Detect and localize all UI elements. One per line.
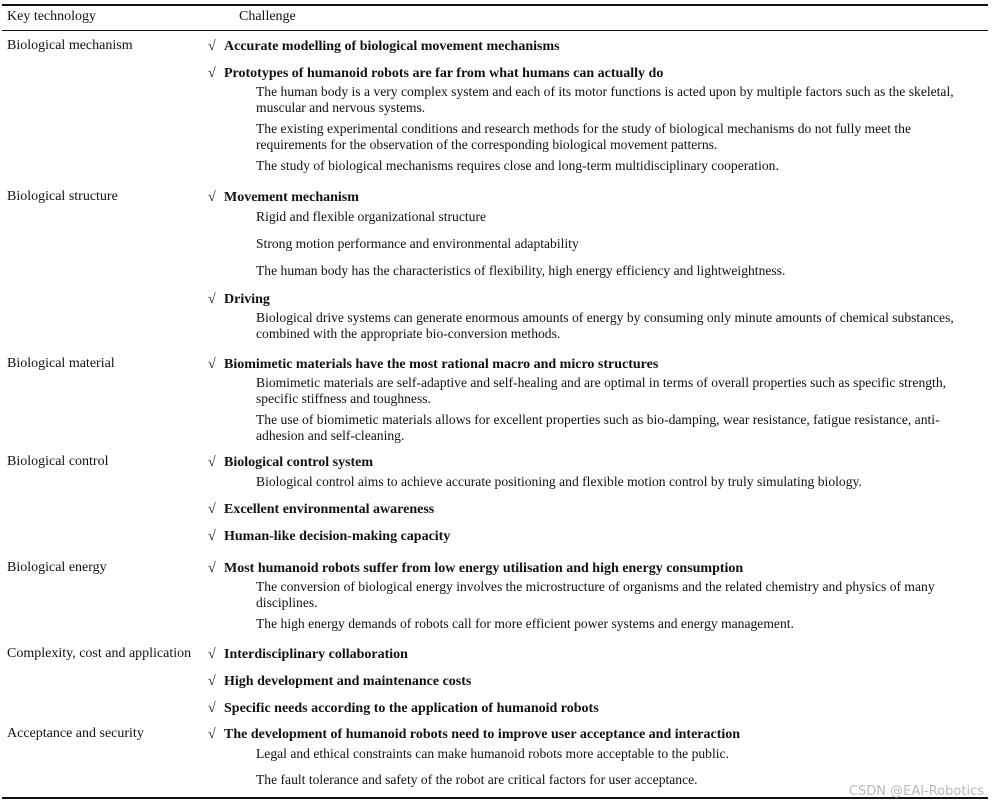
watermark: CSDN @EAI-Robotics [848, 784, 984, 799]
top-rule [2, 4, 988, 6]
check-mark-icon: √ [208, 674, 216, 689]
challenge-detail: The study of biological mechanisms requires close and long-term multidisciplinary cooperation. [256, 158, 779, 173]
check-mark-icon: √ [208, 39, 216, 54]
check-mark-icon: √ [208, 292, 216, 307]
challenge-item [208, 561, 992, 632]
table-row [0, 640, 992, 719]
challenge-item [208, 455, 992, 491]
check-mark-icon: √ [208, 455, 216, 470]
challenge-detail: Biological control aims to achieve accurate positioning and flexible motion control by truly simulating biology. [256, 474, 862, 489]
challenge-detail: Rigid and flexible organizational structure [256, 209, 487, 224]
challenge-item [208, 292, 992, 341]
challenge-item [208, 39, 992, 57]
header-key-technology: Key technology [7, 9, 97, 24]
challenge-heading: Prototypes of humanoid robots are far from what humans can actually do [224, 66, 664, 81]
table-row [0, 448, 992, 547]
challenge-detail: Biological drive systems can generate enormous amounts of energy by consuming only minute amounts of chemical substances, combined with the appropriate bio-conversion methods. [256, 310, 954, 341]
check-mark-icon: √ [208, 561, 216, 576]
challenge-detail: Strong motion performance and environmental adaptability [256, 236, 579, 251]
challenge-heading: Movement mechanism [224, 190, 359, 205]
challenge-detail: The human body is a very complex system and each of its motor functions is acted upon by multiple factors such as the skeletal, muscular and nervous systems. [256, 84, 954, 115]
bottom-rule [2, 797, 988, 799]
key-technology-cell: Biological structure [7, 189, 118, 204]
challenge-heading: High development and maintenance costs [224, 674, 472, 689]
key-technology-cell: Biological energy [7, 560, 107, 575]
challenge-item [208, 727, 992, 789]
challenge-detail: The high energy demands of robots call for more efficient power systems and energy management. [256, 616, 794, 631]
check-mark-icon: √ [208, 357, 216, 372]
check-mark-icon: √ [208, 647, 216, 662]
key-technology-cell: Complexity, cost and application [7, 646, 192, 661]
challenge-item [208, 502, 992, 520]
challenge-item [208, 647, 992, 665]
challenge-heading: Accurate modelling of biological movement mechanisms [224, 39, 560, 54]
key-technology-cell: Biological material [7, 356, 115, 371]
key-technology-cell: Acceptance and security [7, 726, 144, 741]
challenge-detail: Biomimetic materials are self-adaptive and self-healing and are optimal in terms of overall properties such as specific strength, specific stiffness and toughness. [256, 375, 947, 406]
key-technology-cell: Biological control [7, 454, 109, 469]
challenge-item [208, 66, 992, 174]
challenge-heading: Specific needs according to the application of humanoid robots [224, 701, 599, 716]
challenge-heading: The development of humanoid robots need to improve user acceptance and interaction [224, 727, 741, 742]
challenge-detail: The conversion of biological energy involves the microstructure of organisms and the related chemistry and physics of many disciplines. [256, 579, 935, 610]
challenge-heading: Most humanoid robots suffer from low energy utilisation and high energy consumption [224, 561, 744, 576]
challenge-item [208, 529, 992, 547]
challenge-item [208, 190, 992, 280]
header-challenge: Challenge [239, 9, 296, 24]
challenge-detail: The fault tolerance and safety of the robot are critical factors for user acceptance. [256, 772, 698, 787]
header-rule [2, 30, 988, 31]
check-mark-icon: √ [208, 529, 216, 544]
check-mark-icon: √ [208, 727, 216, 742]
challenge-item [208, 674, 992, 692]
challenge-detail: The existing experimental conditions and research methods for the study of biological mechanisms do not fully meet the requirements for the observation of the corresponding biological movement patterns. [256, 121, 911, 152]
table-row [0, 350, 992, 449]
challenge-heading: Interdisciplinary collaboration [224, 647, 408, 662]
table-row [0, 32, 992, 180]
challenge-heading: Biomimetic materials have the most rational macro and micro structures [224, 357, 659, 372]
challenge-heading: Excellent environmental awareness [224, 502, 435, 517]
check-mark-icon: √ [208, 701, 216, 716]
challenge-heading: Driving [224, 292, 270, 307]
key-technology-cell: Biological mechanism [7, 38, 133, 53]
check-mark-icon: √ [208, 66, 216, 81]
challenge-heading: Human-like decision-making capacity [224, 529, 451, 544]
check-mark-icon: √ [208, 190, 216, 205]
table-row [0, 183, 992, 347]
challenge-item [208, 701, 992, 719]
challenge-detail: The human body has the characteristics of flexibility, high energy efficiency and lightweightness. [256, 263, 786, 278]
table-row [0, 554, 992, 638]
check-mark-icon: √ [208, 502, 216, 517]
table-row [0, 720, 992, 795]
challenge-item [208, 357, 992, 443]
challenge-detail: Legal and ethical constraints can make humanoid robots more acceptable to the public. [256, 746, 729, 761]
challenge-detail: The use of biomimetic materials allows for excellent properties such as bio-damping, wear resistance, fatigue resistance, anti-adhesion and self-cleaning. [256, 412, 940, 443]
challenge-heading: Biological control system [224, 455, 374, 470]
